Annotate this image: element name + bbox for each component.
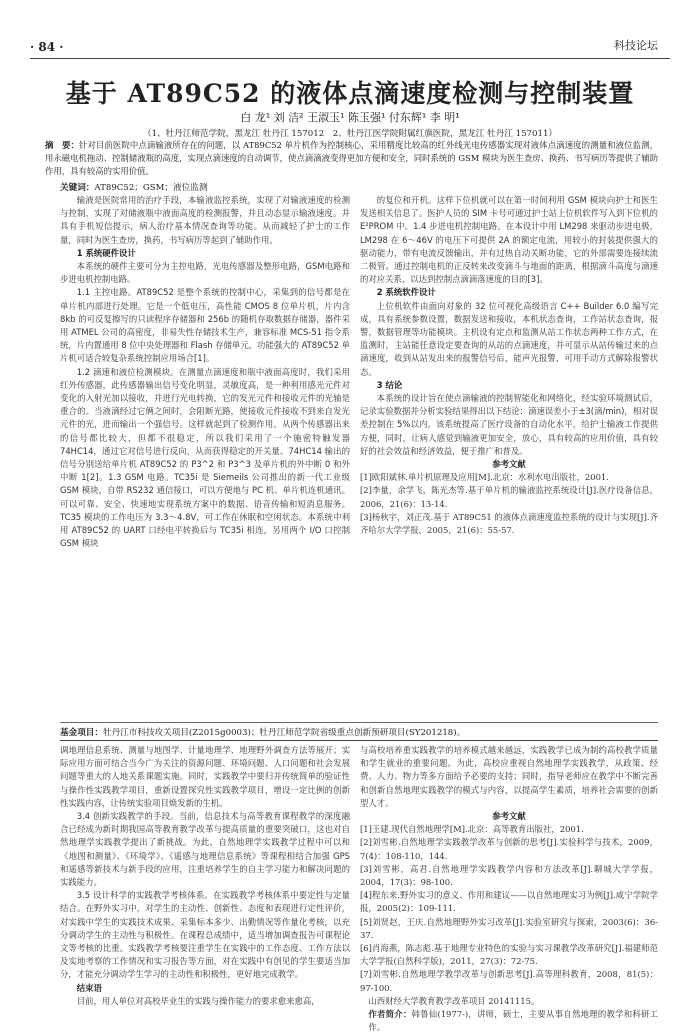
section-heading: 3 结论 [376,379,403,390]
section-heading: 2 系统软件设计 [376,287,436,298]
page-number: · 84 · [30,40,64,54]
fund-note [60,726,658,738]
references-heading: 参考文献 [492,811,526,822]
reference-item: [4]程东来.野外实习的意义、作用和建议——以自然地理实习为例[J].咸宁学院学报，2005(2)：109-111. [360,890,658,914]
note-item: 山西财经大学教育教学改革项目 20141115。 [368,995,540,1006]
abstract [45,139,658,178]
reference-item: [3]刘雪彬，高君.自然地理学实践教学内容和方法改革[J].聊城大学学报，2004，17(3)：98-100. [360,863,658,888]
reference-item: [1]欧阳斌林.单片机原理及应用[M].北京：水利水电出版社，2001. [360,472,609,483]
bottom-right-column [360,744,658,1034]
reference-item: [7]刘雪彬.自然地理学教学改革与创新思考[J].高等理科教育，2008，81(5)：97-100. [360,969,658,993]
paragraph: 上位机软件由面向对象的 32 位可视化高级语言 C++ Builder 6.0 编写完成，具有系统参数设置，数据发送和接收，本机状态查询，工作站状态查询，报警，数据管理等功能模块。主机设有定点和监测从站工作状态两种工作方式，在监测时，主站能任意设定要查询的从站的点滴速度，并可显示从站传输过来的点滴速度，收到从站发出来的报警信号后，能声光报警，可用手动方式解除报警状态。 [360,300,658,377]
fund-text: 牡丹江市科技攻关项目(Z2015g0003)；牡丹江师范学院省级重点创新预研项目(SY201218)。 [102,728,466,738]
bottom-left-column [60,744,350,1008]
paragraph: 1.1 主控电路。AT89C52 是整个系统的控制中心，采集到的信号都是在单片机内部进行处理。它是一个低电压，高性能 CMOS 8 位单片机，片内含 8kb 的可反复擦写的只读程序存储器和 256b 的随机存取数据存储器，器件采用 ATMEL 公司的高密度，非易失性存储技术生产，兼容标准 MCS-51 指令系统，片内置通用 8 位中央处理器和 Flash 存储单元，功能强大的 AT89C52 单片机可适合较复杂系统控制应用场合[1]。 [60,287,350,364]
paragraph: 输液是医院常用的治疗手段，本输液监控系统，实现了对输液速度的检测与控制，实现了对储液瓶中液面高度的检测报警，并且动态显示输液速度。并具有手机短信提示，病人治疗基本情况查询等功能。从而减轻了护士的工作量，同时为医生查房，换药，书写病历等起到了辅助作用。 [60,195,350,245]
author-bio-label: 作者简介： [368,1009,412,1020]
note-item [368,1008,658,1034]
journal-name: 科技论坛 [614,39,658,52]
references-heading: 参考文献 [492,459,526,470]
paragraph: 与高校培养重实践教学的培养模式越来越远，实践教学已成为制约高校教学质量和学生就业的重要问题。为此，高校应重视自然地理学实践教学，从政策、经费、人力、物力等多方面给予必要的支持；同时，指导老师应在教学中不断完善和创新自然地理实践教学的模式与内容，以提高学生素质，培养社会需要的创新型人才。 [360,745,658,808]
abstract-text: 针对目前医院中点滴输液所存在的问题，以 AT89C52 单片机作为控制核心，采用精度比较高的红外线光电传感器实现对液体点滴速度的测量和液位监测，用永磁电机拖动、控制储液瓶的高度，实现点滴速度的自动调节，使点滴滴液变得更加方便和安全，同时系统的 GSM 模块为医生查房、换药、书写病历等提供了辅助作用，具有较高的实用价值。 [45,140,659,176]
reference-item: [3]杨秋宇，刘正茂.基于 AT89C51 的液体点滴速度监控系统的设计与实现[J].齐齐哈尔大学学报，2005，21(6)：55-57. [360,511,658,536]
paragraph: 本系统的硬件主要可分为主控电路，光电传感器及整形电路，GSM电路和步进电机控制电路。 [60,261,350,285]
right-column [360,194,658,537]
abstract-label: 摘 要： [45,140,79,150]
article-affiliation: （1、牡丹江师范学院，黑龙江 牡丹江 157012 2、牡丹江医学院附属红旗医院，黑龙江 牡丹江 157011） [142,129,558,139]
section-heading: 1 系统硬件设计 [76,247,136,258]
header-rule [30,58,670,59]
keywords [60,181,207,193]
left-column [60,194,350,550]
reference-item: [5]刘贤赵，王庆.自然地理野外实习改革[J].实验室研究与探索，2003(6)：36-37. [360,916,658,940]
reference-item: [2]刘雪彬.自然地理学实践教学改革与创新的思考[J].实验科学与技术，2009，7(4)：108-110，144. [360,837,658,861]
keywords-label: 关键词： [60,183,95,193]
article-authors: 白 龙¹ 刘 洁² 王淑玉¹ 陈玉强¹ 付东辉¹ 李 明¹ [240,111,460,124]
paragraph: 的复位和开机。这样下位机就可以在第一时间利用 GSM 模块向护士和医生发送相关信息了。医护人员的 SIM 卡号可通过护士站上位机软件写入到下位机的 E²PROM 中。1.4 步进电机控制电路。在本设计中用 LM298 来驱动步进电极，LM298 在 6～46V 的电压下可提供 2A 的额定电流，用较小的封装提供强大的驱动能力，带有电流反馈输出，并有过热自动关断功能，它的外部需要连接续流二极管。通过控制电机的正反转来改变滴斗与地面的距离，根据滴斗高度与滴速的对应关系，以达到控制点滴滴落速度的目的[3]。 [360,195,658,285]
keywords-text: AT89C52；GSM；液位监测 [94,183,208,193]
paragraph: 3.5 设计科学的实践教学考核体系。在实践教学考核体系中要定性与定量结合。在野外实习中，对学生的主动性、创新性、态度和表现进行定性评价，对实践中学生的实践技术成果、采集标本多少、出勤情况等作量化考核，以充分调动学生的主动性与积极性。在课程总成绩中，适当增加调查报告可课程论文等考核的比重。实践教学考核要注重学生在实践中的工作态度、工作方法以及实地考察的工作情况和实习报告等方面，对在实践中有创见的学生要适当加分，才能充分调动学生学习的主动性和积极性，更好地完成教学。 [60,890,350,980]
reference-item: [1]王建.现代自然地理学[M].北京：高等教育出版社，2001. [360,824,584,835]
paragraph: 目前，用人单位对高校毕业生的实践与操作能力的要求愈来愈高， [76,995,320,1006]
article-title: 基于 AT89C52 的液体点滴速度检测与控制装置 [65,79,635,108]
author-bio-text: 韩鲁仙(1977-)，讲师，硕士，主要从事自然地理的教学和科研工作。 [368,1009,658,1033]
reference-item: [6]肖海燕，陈志彪.基于地理专业特色的实验与实习课教学改革研究[J].福建师范大学学报(自然科学版)，2011，27(3)：72-75. [360,943,658,967]
section-separator [60,740,658,741]
paragraph: 1.2 滴速和液位检测模块。在测量点滴速度和瓶中液面高度时，我们采用红外传感器，此传感器输出信号变化明显，灵敏度高，是一种利用感光元件对变化的入射光加以接收，并进行光电转换，它的发光元件和接收元件的光轴是重合的。当液滴经过它俩之间时，会阻断光路，使接收元件接收不到来自发光元件的光，进而输出一个强信号。这样就起到了检测作用。从两个传感器出来的信号都比较大，但都不很稳定，所以我们采用了一个施密特触发器 74HC14，通过它对信号进行反向，从而获得稳定的开关量。74HC14 输出的信号分别送给单片机 AT89C52 的 P3^2 和 P3^3 及单片机的外中断 0 和外中断 1[2]。1.3 GSM 电路。TC35i 是 Siemeils 公司推出的新一代工业级 GSM 模块，自带 RS232 通信接口，可以方便地与 PC 机、单片机连机通讯。可以可靠、安全、快速地实现系统方案中的数据、语音传输和短消息服务。TC35 模块的工作电压为 3.3～4.8V，可工作在休眠和空闲状态。本系统中利用 AT89C52 的 UART 口经电平转换后与 TC35i 相连，另用两个 I/O 口控制 GSM 模块 [60,366,350,549]
reference-item: [2]李量，余学飞，陈光杰等.基于单片机的输液监控系统设计[J].医疗设备信息，2006，21(6)：13-14. [360,485,658,509]
fund-rule [60,722,658,723]
paragraph: 3.4 创新实践教学的手段。当前，信息技术与高等教育课程教学的深度融合已经成为新时期我国高等教育教学改革与提高质量的重要突破口，这也对自然地理学实践教学提出了新挑战。为此，自然地理学实践教学过程中可以和《地图和测量》、《环境学》、《遥感与地理信息系统》等课程相结合加强 GPS 和遥感等新技术与新手段的应用，注重培养学生的自主学习能力和解决问题的实践能力。 [60,811,350,888]
section-heading: 结束语 [76,982,102,993]
fund-label: 基金项目： [60,728,103,738]
paragraph: 本系统的设计旨在使点滴输液的控制智能化和网络化，经实验环境测试后，记录实验数据并分析实验结果得出以下结论：滴速误差小于±3(滴/min)，相对误差控制在 5%以内。该系统提高了医疗设备的自动化水平，给护士输液工作提供方便，同时，让病人感觉到输液更加安全，放心，具有较高的应用价值，具有较好的社会效益和经济效益，便于推广和普及。 [360,393,658,456]
paragraph: 调地理信息系统、测量与地图学、计量地理学、地理野外调查方法等展开；实际应用方面可结合当今广为关注的资源问题、环境问题、人口问题和社会发展问题等重大的人地关系课题实施。同时，实践教学中要归并传统简单的验证性与操作性实践教学项目，重新设置探究性实践教学项目，增设一定比例的创新性实践内容，让传统实验项目焕发新的生机。 [60,745,350,808]
